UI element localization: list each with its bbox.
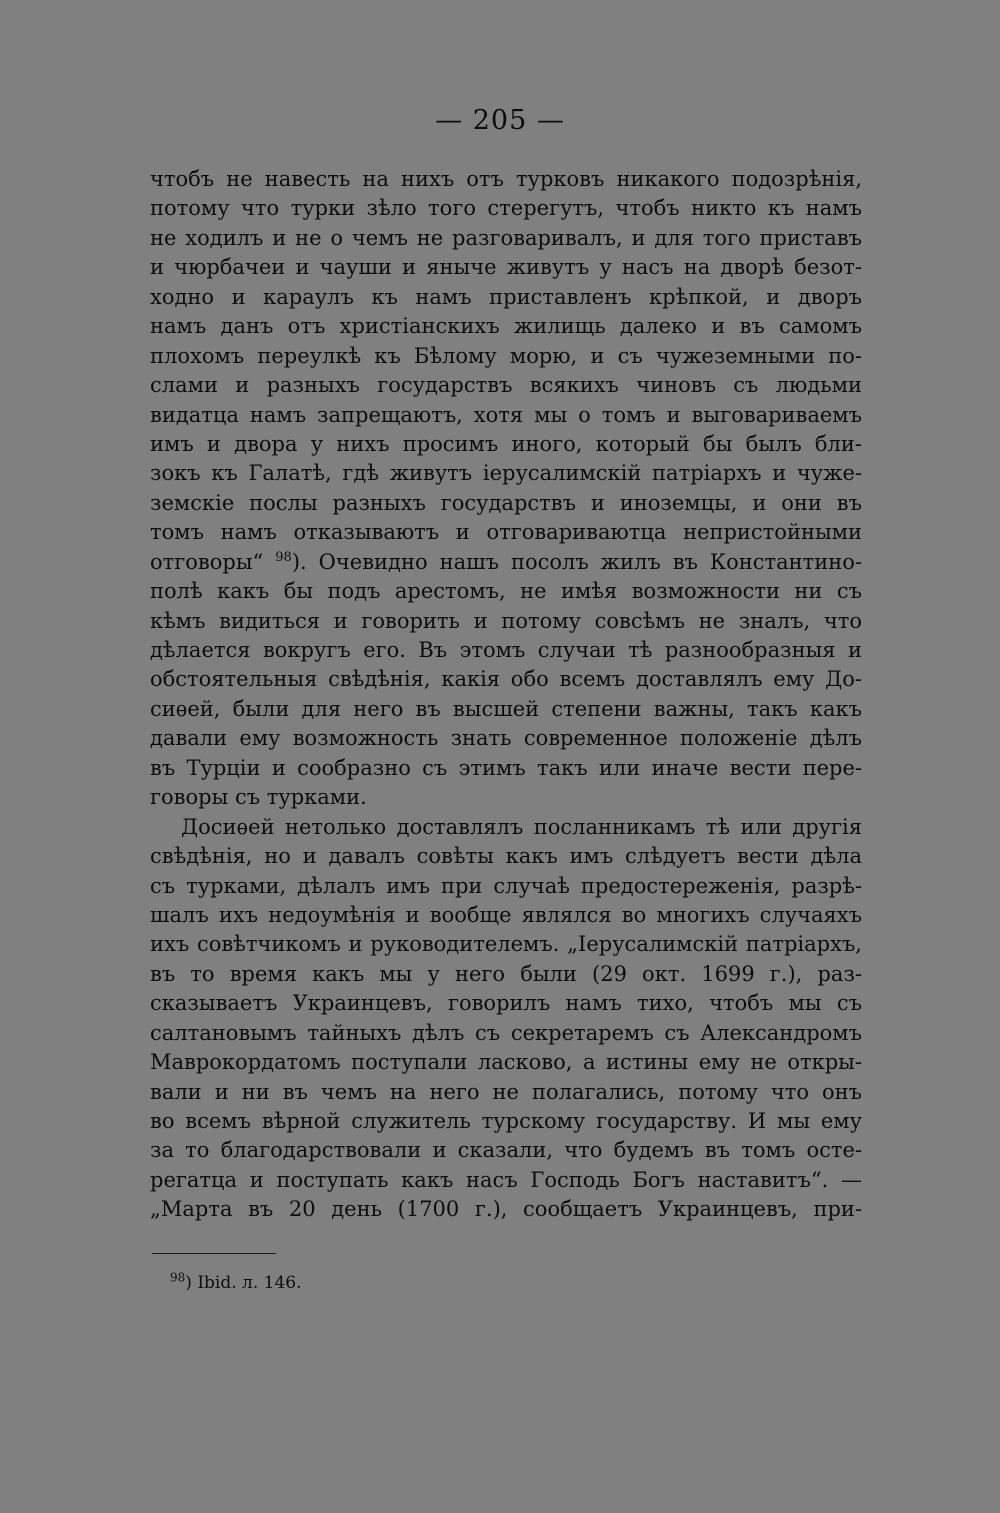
footnote-text: ) Ibid. л. 146.	[185, 1273, 302, 1293]
text-line: Маврокордатомъ поступали ласково, а истины ему не откры-	[150, 1050, 862, 1075]
text-line: полѣ какъ бы подъ арестомъ, не имѣя возможности ни съ	[150, 579, 862, 604]
text-line: за то благодарствовали и сказали, что будемъ въ томъ осте-	[150, 1138, 862, 1163]
text-line: намъ данъ отъ христіанскихъ жилищь далеко и въ самомъ	[150, 314, 862, 339]
text-line: сказываетъ Украинцевъ, говорилъ намъ тихо, чтобъ мы съ	[150, 991, 862, 1016]
text-line: обстоятельныя свѣдѣнія, какія обо всемъ доставлялъ ему До-	[150, 667, 862, 692]
text-line: ходно и караулъ къ намъ приставленъ крѣпкой, и дворъ	[150, 284, 862, 309]
text-line: свѣдѣнія, но и давалъ совѣты какъ имъ слѣдуетъ вести дѣла	[150, 844, 862, 869]
text-line: шалъ ихъ недоумѣнія и вообще являлся во многихъ случаяхъ	[150, 902, 862, 927]
paragraph-first-line: Досиѳей нетолько доставлялъ посланникамъ тѣ или другія	[181, 814, 862, 839]
footnote-number: 98	[170, 1270, 186, 1285]
text-line-with-footnote-ref	[150, 548, 862, 577]
text-line: ихъ совѣтчикомъ и руководителемъ. „Іерусалимскій патріархъ,	[150, 932, 862, 957]
text-line: сиѳей, были для него въ высшей степени важны, такъ какъ	[150, 696, 862, 721]
text-line: чтобъ не навесть на нихъ отъ турковъ никакого подозрѣнія,	[150, 167, 862, 191]
text-line: „Марта въ 20 день (1700 г.), сообщаетъ Украинцевъ, при-	[150, 1197, 862, 1222]
text-line: видатца намъ запрещаютъ, хотя мы о томъ и выговариваемъ	[150, 402, 862, 427]
footnote	[170, 1271, 302, 1295]
text-line: кѣмъ видиться и говорить и потому совсѣмъ не зналъ, что	[150, 608, 862, 633]
body-text	[150, 165, 862, 1225]
text-line: томъ намъ отказываютъ и отговариваютца непристойными	[150, 520, 862, 545]
text-line: зокъ къ Галатѣ, гдѣ живутъ іерусалимскій патріархъ и чуже-	[150, 461, 862, 486]
text-line: регатца и поступать какъ насъ Господь Богъ наставитъ“. —	[150, 1167, 862, 1192]
text-line: имъ и двора у нихъ просимъ иного, который бы былъ бли-	[150, 431, 862, 456]
text-line: потому что турки зѣло того стерегутъ, чтобъ никто къ намъ	[150, 196, 862, 221]
text-line: не ходилъ и не о чемъ не разговаривалъ, и для того приставъ	[150, 225, 862, 250]
footnote-divider	[152, 1253, 276, 1254]
text-line: говоры съ турками.	[150, 785, 367, 810]
text-line: въ то время какъ мы у него были (29 окт. 1699 г.), раз-	[150, 961, 862, 986]
text-line: въ Турціи и сообразно съ этимъ такъ или иначе вести пере-	[150, 755, 862, 780]
text-line: съ турками, дѣлалъ имъ при случаѣ предостереженія, разрѣ-	[150, 873, 862, 898]
page-number: — 205 —	[435, 105, 565, 136]
text-segment: ). Очевидно нашъ посолъ жилъ въ Константино-	[291, 549, 862, 574]
text-line: дѣлается вокругъ его. Въ этомъ случаи тѣ разнообразныя и	[150, 638, 862, 662]
text-segment: отговоры“	[150, 549, 276, 574]
text-line: вали и ни въ чемъ на него не полагались, потому что онъ	[150, 1079, 862, 1104]
text-line: давали ему возможность знать современное положеніе дѣлъ	[150, 726, 862, 751]
text-line: во всемъ вѣрной служитель турскому государству. И мы ему	[150, 1109, 862, 1133]
text-line: земскіе послы разныхъ государствъ и иноземцы, и они въ	[150, 490, 862, 515]
text-line: и чюрбачеи и чауши и яныче живутъ у насъ на дворѣ безот-	[150, 255, 862, 280]
text-line: салтановымъ тайныхъ дѣлъ съ секретаремъ съ Александромъ	[150, 1020, 862, 1045]
footnote-reference[interactable]: 98	[275, 549, 292, 565]
text-line: плохомъ переулкѣ къ Бѣлому морю, и съ чужеземными по-	[150, 343, 862, 368]
text-line: слами и разныхъ государствъ всякихъ чиновъ съ людьми	[150, 373, 862, 398]
